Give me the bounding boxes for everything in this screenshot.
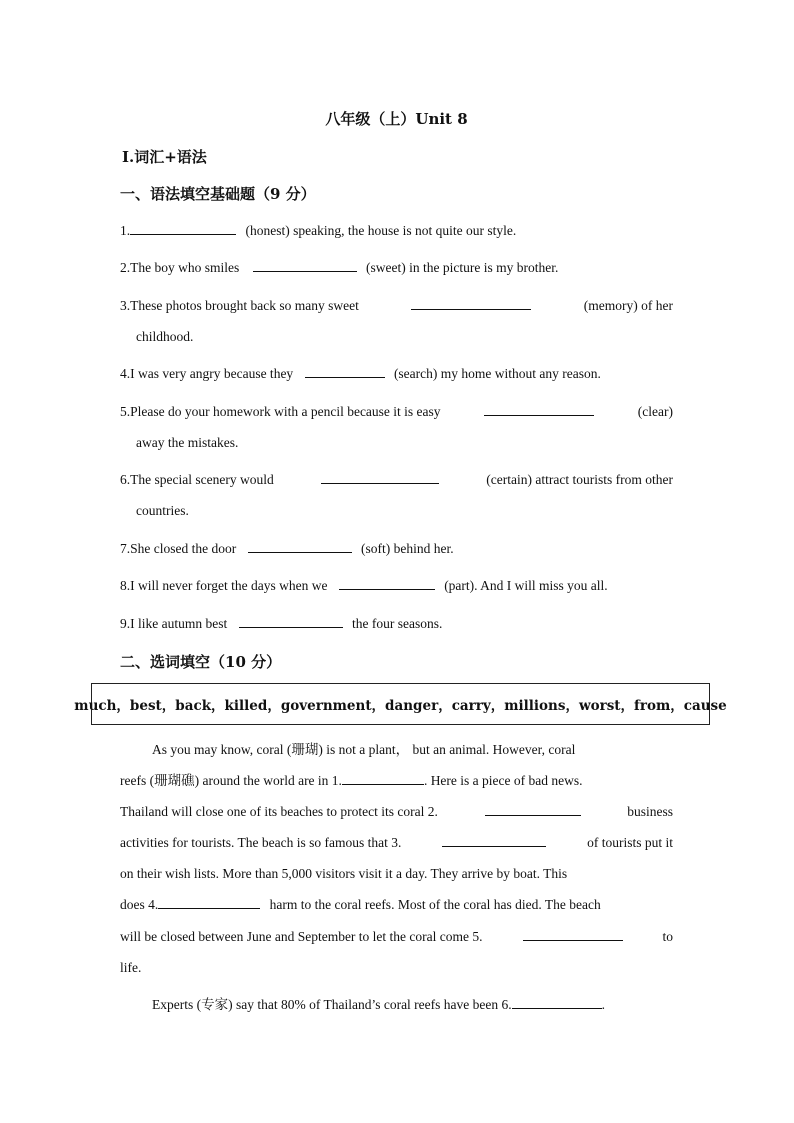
question-6: 6.The special scenery would (certain) attract tourists from other [120,472,673,487]
passage-line-3: Thailand will close one of its beaches to protect its coral 2. business [120,804,673,819]
section-heading-vocab-grammar: Ⅰ.词汇+语法 [122,148,207,166]
answer-blank-5[interactable] [484,403,594,416]
word-bank-box: much，best，back，killed，government，danger，carry，millions，worst，from，cause [91,683,710,725]
passage-line-5: on their wish lists. More than 5,000 visitors visit it a day. They arrive by boat. This [120,866,568,881]
passage-blank-6[interactable] [512,996,602,1009]
passage-line-7: will be closed between June and September to let the coral come 5. to [120,929,673,944]
answer-blank-3[interactable] [411,297,531,310]
page-title: 八年级（上）Unit 8 [325,110,468,128]
passage-line-4: activities for tourists. The beach is so famous that 3. of tourists put it [120,835,673,850]
passage-blank-4[interactable] [158,896,260,909]
answer-blank-4[interactable] [305,365,385,378]
answer-blank-8[interactable] [339,577,435,590]
question-6-continued: countries. [136,503,189,518]
question-2: 2.The boy who smiles (sweet) in the picture is my brother. [120,260,559,275]
question-7: 7.She closed the door (soft) behind her. [120,541,454,556]
passage-line-6: does 4. harm to the coral reefs. Most of the coral has died. The beach [120,897,601,912]
answer-blank-7[interactable] [248,540,352,553]
part2-heading: 二、选词填空（10 分） [120,653,282,671]
answer-blank-9[interactable] [239,615,343,628]
question-5: 5.Please do your homework with a pencil because it is easy (clear) [120,404,673,419]
question-8: 8.I will never forget the days when we (part). And I will miss you all. [120,578,608,593]
passage-blank-2[interactable] [485,803,581,816]
passage-blank-5[interactable] [523,928,623,941]
passage-blank-1[interactable] [342,772,424,785]
passage-line-2: reefs (珊瑚礁) around the world are in 1. . Here is a piece of bad news. [120,773,583,788]
passage-line-9: Experts (专家) say that 80% of Thailand’s coral reefs have been 6. . [152,997,606,1012]
question-1: 1. (honest) speaking, the house is not quite our style. [120,223,517,238]
answer-blank-6[interactable] [321,471,439,484]
question-3: 3.These photos brought back so many sweet (memory) of her [120,298,673,313]
question-5-continued: away the mistakes. [136,435,239,450]
passage-line-1: As you may know, coral (珊瑚) is not a plant， but an animal. However, coral [152,742,576,757]
question-9: 9.I like autumn best the four seasons. [120,616,443,631]
part1-heading: 一、语法填空基础题（9 分） [120,185,316,203]
answer-blank-2[interactable] [253,259,357,272]
question-4: 4.I was very angry because they (search) my home without any reason. [120,366,601,381]
passage-line-8: life. [120,960,142,975]
answer-blank-1[interactable] [130,222,236,235]
passage-blank-3[interactable] [442,834,546,847]
question-3-continued: childhood. [136,329,194,344]
